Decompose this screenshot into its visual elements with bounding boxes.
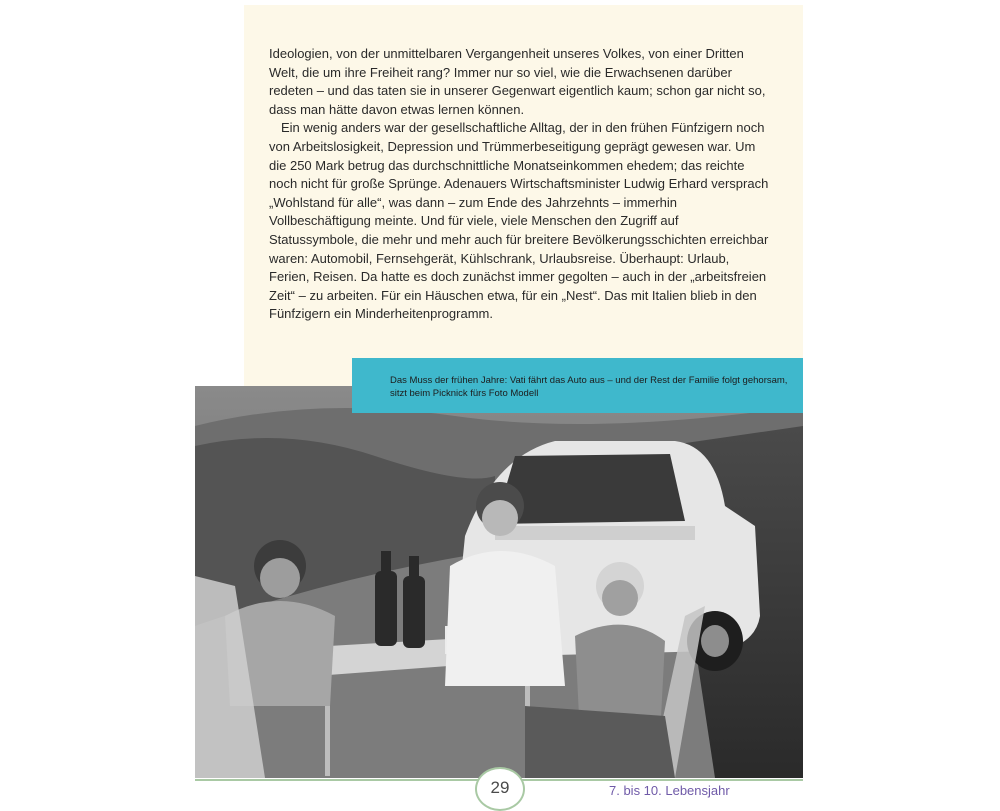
photo-caption: Das Muss der frühen Jahre: Vati fährt das Auto aus – und der Rest der Familie folgt gehorsam, sitzt beim Picknick fürs Foto Modell [390, 375, 788, 399]
paragraph: Ein wenig anders war der gesellschaftliche Alltag, der in den frühen Fünfzigern noch von Arbeitslosigkeit, Depression und Trümmerbeseitigung geprägt gewesen war. Um die 250 Mark betrug das durchschnittliche Monatseinkommen ehedem; das reichte noch nicht für große Sprünge. Adenauers Wirtschaftsminister Ludwig Erhard versprach „Wohlstand für alle“, was dann – zum Ende des Jahrzehnts – immerhin Vollbeschäftigung meinte. Und für viele, viele Menschen den Zugriff auf Statussymbole, die mehr und mehr auch für breitere Bevölkerungsschichten erreichbar waren: Automobil, Fernsehgerät, Kühlschrank, Urlaubsreise. Überhaupt: Urlaub, Ferien, Reisen. Da hatte es doch zunächst immer gegolten – auch in der „arbeitsfreien Zeit“ – zu arbeiten. Für ein Häuschen etwa, für ein „Nest“. Das mit Italien blieb in den Fünfzigern ein Minderheitenprogramm. [269, 120, 769, 322]
text-panel [244, 5, 803, 386]
paragraph: Ideologien, von der unmittelbaren Vergangenheit unseres Volkes, von einer Dritten Welt, die um ihre Freiheit rang? Immer nur so viel, wie die Erwachsenen darüber redeten – und das taten sie in unserer Gegenwart eigentlich kaum; schon gar nicht so, dass man hätte davon etwas lernen können. [269, 46, 766, 117]
chapter-label: 7. bis 10. Lebensjahr [609, 783, 730, 798]
photo-caption-box [352, 358, 803, 413]
family-picnic-photo [195, 386, 803, 778]
body-text [269, 45, 769, 324]
page-number: 29 [475, 767, 525, 811]
